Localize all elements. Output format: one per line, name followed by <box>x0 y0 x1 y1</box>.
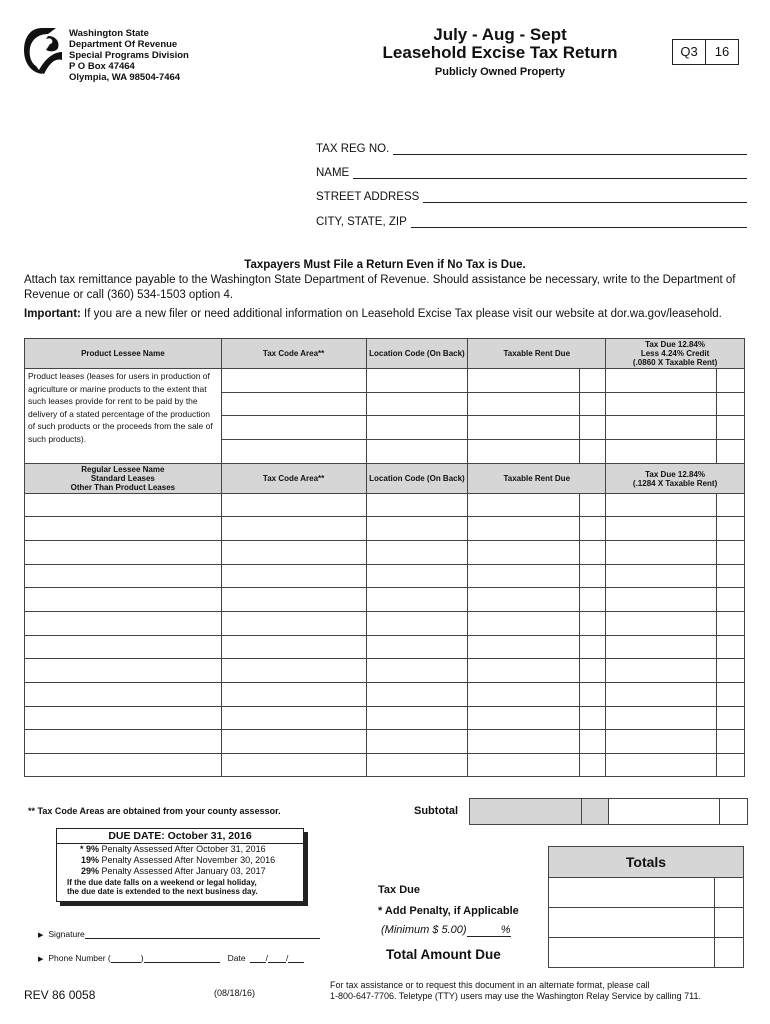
table-cell[interactable] <box>25 730 222 754</box>
holiday-note-line: If the due date falls on a weekend or legal holiday, <box>67 878 257 887</box>
totals-heading: Totals <box>548 846 744 878</box>
table-cell[interactable] <box>716 541 744 565</box>
table-cell[interactable] <box>606 440 717 464</box>
table-cell[interactable] <box>366 730 468 754</box>
table-cell[interactable] <box>366 707 468 730</box>
col-header-text: (.1284 X Taxable Rent) <box>632 478 718 488</box>
subtotal-cents-cell[interactable] <box>582 799 609 824</box>
table-cell[interactable] <box>221 707 366 730</box>
table-cell[interactable] <box>468 541 580 565</box>
penalty-cents[interactable] <box>714 908 743 937</box>
col-header <box>606 339 745 369</box>
col-header <box>606 464 745 494</box>
tax-due-amount[interactable] <box>549 878 714 907</box>
table-cell[interactable] <box>580 588 606 612</box>
minimum-pct[interactable]: % <box>467 924 511 937</box>
table-row <box>25 636 745 659</box>
table-cell[interactable] <box>606 416 717 440</box>
penalty-label: * Add Penalty, if Applicable <box>378 905 519 917</box>
due-date-title: DUE DATE: October 31, 2016 <box>57 829 303 844</box>
subtotal-tax-cell[interactable] <box>609 799 720 824</box>
title-name: Leasehold Excise Tax Return <box>382 43 618 62</box>
table-cell[interactable] <box>606 683 717 707</box>
table-header-row <box>25 339 745 369</box>
table-cell[interactable] <box>606 494 717 517</box>
table-cell[interactable] <box>468 636 580 659</box>
penalty-line <box>57 866 303 877</box>
table-cell[interactable] <box>25 517 222 541</box>
table-cell[interactable] <box>468 612 580 636</box>
col-header-text: Standard Leases <box>90 474 155 483</box>
signature-line[interactable] <box>85 929 320 939</box>
table-cell[interactable] <box>221 517 366 541</box>
table-cell[interactable] <box>25 754 222 777</box>
table-cell[interactable] <box>366 416 468 440</box>
subtotal-rent-cell[interactable] <box>470 799 582 824</box>
product-lease-table <box>24 338 745 777</box>
table-row <box>25 612 745 636</box>
notice-body: Attach tax remittance payable to the Washington State Department of Revenue. Should assistance be necessary, write to the Department of Revenue or call (360) 534-1503 option 4. <box>24 274 736 301</box>
table-cell[interactable] <box>25 588 222 612</box>
table-cell[interactable] <box>366 612 468 636</box>
table-cell[interactable] <box>468 730 580 754</box>
table-cell[interactable] <box>716 707 744 730</box>
col-header: Taxable Rent Due <box>468 339 606 369</box>
table-cell[interactable] <box>580 565 606 588</box>
title-subtitle: Publicly Owned Property <box>434 66 566 78</box>
col-header: Tax Code Area** <box>221 339 366 369</box>
table-row <box>25 494 745 517</box>
penalty-pct: 19% <box>80 855 99 865</box>
form-number: REV 86 0058 <box>24 988 96 1002</box>
tax-code-footnote: ** Tax Code Areas are obtained from your county assessor. <box>28 806 281 816</box>
table-cell[interactable] <box>25 683 222 707</box>
col-header: Location Code (On Back) <box>366 464 468 494</box>
table-cell[interactable] <box>468 393 580 416</box>
agency-line: Washington State <box>69 28 149 39</box>
street-label: STREET ADDRESS <box>316 191 420 203</box>
minimum-penalty <box>381 924 511 937</box>
table-cell[interactable] <box>580 393 606 416</box>
table-cell[interactable] <box>25 612 222 636</box>
penalty-line <box>57 844 303 855</box>
table-cell[interactable] <box>606 588 717 612</box>
table-cell[interactable] <box>716 565 744 588</box>
table-cell[interactable] <box>716 369 744 393</box>
table-cell[interactable] <box>468 494 580 517</box>
street-field[interactable] <box>316 191 747 203</box>
table-cell[interactable] <box>716 659 744 683</box>
title-period: July - Aug - Sept <box>433 25 567 44</box>
col-header-text: (.0860 X Taxable Rent) <box>632 358 718 367</box>
table-cell[interactable] <box>580 612 606 636</box>
table-cell[interactable] <box>221 612 366 636</box>
penalty-line <box>57 855 303 866</box>
table-cell[interactable] <box>716 393 744 416</box>
date-sep: / <box>265 953 268 963</box>
table-cell[interactable] <box>366 659 468 683</box>
name-field[interactable] <box>316 167 747 179</box>
product-lease-description: Product leases (leases for users in production of agriculture or marine products to the extent that such leases provide for rent to be paid by the delivery of a stated percentage of the production of such products or the proceeds from the sale of such products). <box>25 369 222 464</box>
penalty-text: Penalty Assessed After October 31, 2016 <box>101 844 266 854</box>
assistance-note <box>330 980 701 1002</box>
tax-reg-field[interactable] <box>316 143 747 155</box>
table-cell[interactable] <box>716 730 744 754</box>
table-cell[interactable] <box>580 754 606 777</box>
col-header: Tax Code Area** <box>221 464 366 494</box>
signature-label: Signature <box>48 929 85 939</box>
table-cell[interactable] <box>468 416 580 440</box>
table-cell[interactable] <box>366 369 468 393</box>
tax-due-label: Tax Due <box>378 884 420 896</box>
table-cell[interactable] <box>468 440 580 464</box>
tax-reg-line[interactable] <box>393 144 747 155</box>
table-cell[interactable] <box>716 588 744 612</box>
name-label: NAME <box>316 167 350 179</box>
col-header: Taxable Rent Due <box>468 464 606 494</box>
holiday-note-line: the due date is extended to the next business day. <box>67 887 258 896</box>
table-row <box>25 369 745 393</box>
table-cell[interactable] <box>221 393 366 416</box>
table-cell[interactable] <box>366 393 468 416</box>
col-header <box>366 339 468 369</box>
totals-box <box>548 846 744 968</box>
agency-address <box>69 28 189 83</box>
signature-field[interactable] <box>38 929 320 939</box>
table-cell[interactable] <box>366 754 468 777</box>
penalty-text: Penalty Assessed After November 30, 2016 <box>101 855 276 865</box>
table-cell[interactable] <box>366 541 468 565</box>
regular-rows <box>25 494 745 777</box>
col-header <box>25 464 222 494</box>
table-cell[interactable] <box>25 659 222 683</box>
table-cell[interactable] <box>580 707 606 730</box>
table-cell[interactable] <box>606 369 717 393</box>
table-cell[interactable] <box>221 588 366 612</box>
date-sep: / <box>285 953 289 963</box>
col-header-text: Location Code (On Back) <box>369 349 465 358</box>
phone-line[interactable] <box>144 953 220 963</box>
table-cell[interactable] <box>606 541 717 565</box>
subtotal-tax-cents-cell[interactable] <box>720 799 747 824</box>
table-cell[interactable] <box>366 565 468 588</box>
table-cell[interactable] <box>580 541 606 565</box>
col-header-text: Less 4.24% Credit <box>640 349 710 358</box>
form-title <box>360 26 640 78</box>
table-cell[interactable] <box>468 754 580 777</box>
table-cell[interactable] <box>606 636 717 659</box>
city-line[interactable] <box>411 217 747 228</box>
col-header-text: Tax Due 12.84% <box>645 340 706 349</box>
table-cell[interactable] <box>221 565 366 588</box>
table-cell[interactable] <box>716 416 744 440</box>
table-cell[interactable] <box>606 612 717 636</box>
table-row <box>25 659 745 683</box>
table-cell[interactable] <box>580 369 606 393</box>
agency-line: Department Of Revenue <box>69 39 178 50</box>
city-label: CITY, STATE, ZIP <box>316 216 407 228</box>
col-header: Product Lessee Name <box>25 339 222 369</box>
table-cell[interactable] <box>221 683 366 707</box>
table-cell[interactable] <box>468 517 580 541</box>
table-cell[interactable] <box>580 659 606 683</box>
table-cell[interactable] <box>25 707 222 730</box>
table-cell[interactable] <box>716 440 744 464</box>
table-cell[interactable] <box>366 636 468 659</box>
table-cell[interactable] <box>468 565 580 588</box>
important-note <box>24 307 746 322</box>
phone-label: Phone Number ( <box>48 953 111 963</box>
total-row <box>548 938 744 968</box>
table-cell[interactable] <box>25 494 222 517</box>
table-row <box>25 754 745 777</box>
tax-due-row <box>548 878 744 908</box>
table-row <box>25 730 745 754</box>
table-cell[interactable] <box>716 636 744 659</box>
penalty-pct: 29% <box>80 866 99 876</box>
agency-line: Olympia, WA 98504-7464 <box>69 72 181 83</box>
table-cell[interactable] <box>366 440 468 464</box>
table-cell[interactable] <box>606 565 717 588</box>
notice-heading: Taxpayers Must File a Return Even if No Tax is Due. <box>244 259 526 271</box>
table-cell[interactable] <box>221 369 366 393</box>
quarter-value: Q3 <box>680 44 698 59</box>
street-line[interactable] <box>423 192 747 203</box>
table-cell[interactable] <box>606 730 717 754</box>
date-year-line[interactable] <box>285 953 304 963</box>
penalty-row <box>548 908 744 938</box>
table-cell[interactable] <box>366 494 468 517</box>
table-row <box>25 565 745 588</box>
table-cell[interactable] <box>221 659 366 683</box>
arrow-right-icon: ▶ <box>38 932 44 939</box>
assistance-line: 1-800-647-7706. Teletype (TTY) users may use the Washington Relay Service by calling 711. <box>330 991 702 1001</box>
table-cell[interactable] <box>25 636 222 659</box>
table-cell[interactable] <box>221 541 366 565</box>
subtotal-label: Subtotal <box>414 805 458 817</box>
table-cell[interactable] <box>580 730 606 754</box>
table-cell[interactable] <box>580 494 606 517</box>
date-label: Date <box>227 953 246 963</box>
table-row <box>25 541 745 565</box>
holiday-note <box>57 878 303 896</box>
table-header-row <box>25 464 745 494</box>
table-cell[interactable] <box>716 754 744 777</box>
year-value: 16 <box>705 40 738 64</box>
table-cell[interactable] <box>716 517 744 541</box>
table-cell[interactable] <box>606 659 717 683</box>
table-cell[interactable] <box>221 730 366 754</box>
minimum-label: (Minimum $ 5.00) <box>381 924 467 936</box>
important-text: If you are a new filer or need additional information on Leasehold Excise Tax please visit our website at dor.wa.gov/leasehold. <box>80 308 722 320</box>
table-cell[interactable] <box>716 612 744 636</box>
table-row <box>25 517 745 541</box>
total-amount-label: Total Amount Due <box>386 947 501 962</box>
date-day-line[interactable] <box>265 953 289 963</box>
col-header-text: Regular Lessee Name <box>81 465 165 474</box>
table-cell[interactable] <box>606 707 717 730</box>
date-month-line[interactable] <box>250 953 266 963</box>
table-cell[interactable] <box>580 440 606 464</box>
phone-close: ) <box>140 953 144 963</box>
total-amount[interactable] <box>549 938 714 967</box>
table-cell[interactable] <box>580 416 606 440</box>
quarter-year-box <box>672 39 739 65</box>
col-header-text: Other Than Product Leases <box>70 483 176 492</box>
table-cell[interactable] <box>606 393 717 416</box>
table-cell[interactable] <box>366 683 468 707</box>
table-cell[interactable] <box>468 659 580 683</box>
penalty-amount[interactable] <box>549 908 714 937</box>
table-cell[interactable] <box>716 494 744 517</box>
table-cell[interactable] <box>221 494 366 517</box>
table-cell[interactable] <box>468 588 580 612</box>
table-cell[interactable] <box>468 369 580 393</box>
area-code-line[interactable] <box>111 953 141 963</box>
name-line[interactable] <box>353 168 747 179</box>
tax-reg-label: TAX REG NO. <box>316 143 390 155</box>
phone-date-field[interactable] <box>38 953 304 963</box>
tax-due-cents[interactable] <box>714 878 743 907</box>
important-label: Important: <box>24 308 81 320</box>
penalty-text: Penalty Assessed After January 03, 2017 <box>101 866 266 876</box>
table-row <box>25 707 745 730</box>
table-cell[interactable] <box>25 565 222 588</box>
dor-logo-icon <box>22 26 64 76</box>
total-cents[interactable] <box>714 938 743 967</box>
city-field[interactable] <box>316 216 747 228</box>
table-row <box>25 683 745 707</box>
arrow-right-icon: ▶ <box>38 956 44 963</box>
table-cell[interactable] <box>580 636 606 659</box>
table-cell[interactable] <box>606 754 717 777</box>
penalty-pct: 9% <box>85 844 99 854</box>
due-date-box <box>56 828 304 902</box>
table-cell[interactable] <box>606 517 717 541</box>
table-cell[interactable] <box>221 754 366 777</box>
table-cell[interactable] <box>716 683 744 707</box>
table-cell[interactable] <box>468 683 580 707</box>
table-cell[interactable] <box>221 440 366 464</box>
penalty-mark: * <box>79 844 84 854</box>
table-cell[interactable] <box>580 683 606 707</box>
table-cell[interactable] <box>221 416 366 440</box>
table-cell[interactable] <box>580 517 606 541</box>
assistance-line: For tax assistance or to request this document in an alternate format, please call <box>330 980 650 990</box>
agency-line: Special Programs Division <box>69 50 189 61</box>
table-cell[interactable] <box>366 517 468 541</box>
table-cell[interactable] <box>366 588 468 612</box>
col-header-text: Tax Due 12.84% <box>645 469 706 479</box>
table-cell[interactable] <box>468 707 580 730</box>
table-cell[interactable] <box>25 541 222 565</box>
table-cell[interactable] <box>221 636 366 659</box>
table-row <box>25 588 745 612</box>
filing-notice <box>24 258 746 322</box>
revision-date: (08/18/16) <box>214 988 256 998</box>
agency-line: P O Box 47464 <box>69 61 135 72</box>
subtotal-box <box>469 798 748 825</box>
